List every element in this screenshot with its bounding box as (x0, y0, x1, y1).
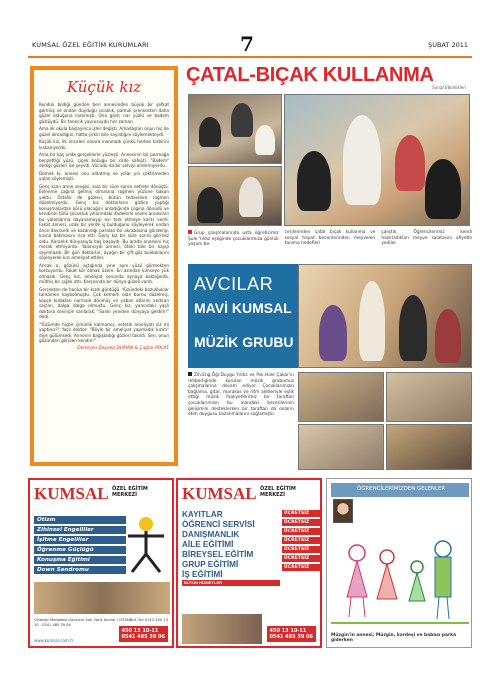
service-item: Zihinsel Engelliler (34, 526, 126, 534)
avcilar-paragraph: Zih.Eng.Öğr.Duygu Yıldız ve Psk.Hale Çakar'ın rehberliğinde kurulan müzik grubumuz çalışmalarına devam ediyor. Çocuklarımızın bağlama, gitar, marakas ve ritm aletleriyle eşlik ettiği müzik faaliyetlerimiz bir taraftan çocuklarımızın bu alandaki becerilerinin gelişimini desteklerken bir taraftan da onların etim duygusu kazanmalarını sağlamıştır. (188, 373, 294, 418)
service-item: Otizm (34, 516, 126, 524)
header-date: ŞUBAT 2011 (428, 41, 468, 49)
ad-address: Cihangir Mahallesi Güvercin Sok. No:4 Avcılar / İSTANBUL Tel: 0212 450 13 10 - 0541 485 39 06 (34, 618, 168, 627)
child-drawing (331, 527, 469, 631)
free-badge: ÜCRETSİZ (282, 546, 320, 553)
service-row: AİLE EĞİTİMİ (182, 540, 234, 549)
free-service-rows (182, 510, 280, 586)
photo-music-4 (386, 424, 472, 470)
service-row: KAYITLAR (182, 510, 223, 519)
photo-music-3 (298, 424, 384, 470)
ad-photo-strip (34, 582, 170, 614)
photo-children-table-2 (188, 166, 282, 226)
main-headline: ÇATAL-BIÇAK KULLANMA (186, 64, 434, 86)
service-row: BİREYSEL EĞİTİM (182, 550, 254, 559)
kumsal-ad-services (28, 478, 174, 648)
free-badge: ÜCRETSİZ (282, 528, 320, 535)
student-drawings-header: ÖĞRENCİLERİMİZDEN GELENLER (331, 483, 469, 497)
caption-col-3: çalıştık. Öğrencilerimiz kendi hazırladıkları meyve salatasını afiyetle yediler. (381, 230, 473, 247)
avcilar-title-box (188, 264, 298, 368)
article-paragraph: Gerçekten de harika bir kızdı gördüğü. Yüzündeki bozukluklar tamamen kaybolmuştu. Çok kemerli olan burnu düzelmiş, kepçe kulakları normale dönmüş ve yaban otlarını andıran saçları, dalga dalga olmuştu. Genç kız, yanındaki yaşlı doktora sevinçle sarılarak: "Sanki yeniden dünyaya geldim!" dedi. (39, 286, 169, 319)
header-publisher: KUMSAL ÖZEL EĞİTİM KURUMLARI (32, 41, 149, 49)
student-drawings-box (326, 478, 472, 648)
bullet-icon (188, 230, 192, 234)
newspaper-page (28, 28, 472, 658)
avcilar-line3: MÜZİK GRUBU (194, 334, 294, 350)
service-item: Öğrenme Güçlüğü (34, 546, 126, 554)
kumsal-ad-free-services (176, 478, 322, 648)
ad-phones: 450 13 10-11 0541 485 39 06 (119, 626, 169, 642)
free-badge: ÜCRETSİZ (282, 510, 320, 517)
article-title: Küçük kız (66, 78, 142, 96)
kumsal-logo: KUMSAL (182, 484, 257, 503)
avcilar-line1: AVCILAR (194, 274, 274, 294)
photo-music-2 (386, 372, 472, 422)
catal-bicak-caption (188, 230, 472, 260)
service-item: İşitme Engelliler (34, 536, 126, 544)
free-badge: ÜCRETSİZ (282, 537, 320, 544)
service-row: ÖĞRENCİ SERVİSİ (182, 520, 255, 529)
photo-music-group (298, 264, 472, 368)
service-row-bottom: BÜTÜN HİZMETLER (182, 580, 280, 586)
free-badge: ÜCRETSİZ (282, 555, 320, 562)
photo-children-table-1 (188, 94, 282, 164)
service-item: Down Sendromu (34, 566, 126, 574)
main-headline-sub: Sanat Etkinlikleri (432, 85, 466, 90)
bullet-icon (188, 372, 192, 376)
kumsal-logo-sub: ÖZEL EĞİTİM MERKEZİ (260, 486, 296, 498)
article-paragraph: Demek ki, annesi onu aldatmış ve yıllar yılı çektirmeden yalan söylemişti. (39, 170, 169, 181)
kumsal-logo: KUMSAL (34, 484, 109, 503)
article-paragraph: Ama ilk okula başlayınca işler değişti. Arkadaşları onun hiç de güzel olmadığını, hatta çirkin bile sayıldığını söylemekteydi. (39, 126, 169, 137)
kumsal-logo-sub: ÖZEL EĞİTİM MERKEZİ (112, 486, 148, 498)
article-paragraph: Kendini bildiği günden beri annesinden büyük bir şefkat görmüş ve ondan duyduğu sıcaklık, pamuk prensesten daha güzel olduğuna inanmıştı. Ona göre; nar yüzlü ve badem gözlüydü. Bir tanecik yavrusuydu her zaman. (39, 102, 169, 124)
article-paragraph: "Yüzümde hiçbir çirkinlik kalmamış, estetik ameliyatı siz mi yaptınız?" Yaşlı doktor: "Böyle bir ameliyat yapmadık kızım" diye gülümsedi. Annenin bağışladığı gözleri takıldı. Sen, onun gözünden görülen kendin!" (39, 321, 169, 343)
ad-photo (182, 614, 262, 644)
stick-figure-icon (124, 514, 168, 574)
page-number: 7 (240, 32, 254, 56)
article-paragraph: Ama bir kaç yılda gerçeklerle yüzleşti. Annesinin bir parmağa benzettiği yüzü, çiçek bozuğu bir cilde sahipti. "Badem" dediği gözleri ise şeyvdi. Vücudu da bir selviyi andırmıyordu. (39, 152, 169, 168)
caption-col-1: Grup çalışmalarında usta öğreticimiz Şule Yıldız eşliğinde çocuklarımıza günlük yaşam be- (188, 231, 279, 248)
free-badges (282, 510, 320, 573)
photo-teacher-with-children (284, 94, 470, 226)
caption-col-2: cerilerinden çatal bıçak kullanma ve sosyal hayat becerilerinden meyveleri tanıma hedefleri (284, 230, 376, 247)
avcilar-line2: MAVİ KUMSAL (194, 300, 292, 316)
article-paragraph: Genç kızın anne sevgisi, kısa bir süre sonra nefrete dönüştü. Evlenme çağına gelmiş olmasına rağmen yüzüne bakan yoktu. Üstelik de gözleri, bütün tedavilere rağmen düzelmiyordu. Genç kız doktorların gizlice yaptığı konuşmalardan körü olacağını anladığında çılgına dönüdü ve kendisini tüllü çocukluk yıllarındaki ifadelerle seven annesinin bu yalanlarına dayanamayıp evi terk etmeye karar verdi. Fakat annesi, uzak bir yerde iş bulduğunu söyleyerek ondan önce davrandı ve kazandığı paraları bir akrabasına gönderip, kızına bakmasını rica etti. Genç kız bir süre sonra görmez oldu. Karanlık dünyasıyla baş başaydı. Bu arada annesini hiç merak etmiyordu. Yalancıydı annesi, öteki bile bir kayıp sayılmazdı. Bir gün doktorlar, ayağın bir çift göz bulduklarını söyleyerek kızı ameliyat ettiler. (39, 183, 169, 260)
ad-phones: 450 13 10-11 0541 485 39 06 (267, 626, 317, 642)
service-row: DANIŞMANLIK (182, 530, 240, 539)
free-badge: ÜCRETSİZ (282, 564, 320, 571)
service-row: İŞ EĞİTİMİ (182, 570, 223, 579)
photo-music-1 (298, 372, 384, 422)
article-author: Derleyen Zeynep DUMAN & Çağlar POLAT (77, 345, 169, 351)
drawing-caption: Müzgin'in annesi, Müzgin, kardeşi ve babası parka giderken (331, 633, 457, 643)
service-item: Konuşma Eğitimi (34, 556, 126, 564)
ad-url[interactable]: www.kumsal.com.tr (34, 638, 74, 643)
article-paragraph: Ancak o, gözünü açtığında yine aynı yüzü görmekten korkuyordu. Fakat kör olmak üzere. En azından kimseye yük olmazdı. Genç kız, ameliyat sonunda aynaya baktığında, müthiş bir çığlık attı. Karşısında bir dünya güzeli vardı. (39, 262, 169, 284)
service-row: GRUP EĞİTİMİ (182, 560, 239, 569)
page-header (28, 32, 472, 58)
article-paragraph: Küçük kız, ilk önceleri onlara inanmadı çünkü herkes birbirini kıskanıyordu. (39, 139, 169, 150)
free-badge: ÜCRETSİZ (282, 519, 320, 526)
service-list (34, 516, 126, 576)
student-photo (333, 499, 353, 523)
avcilar-text (188, 372, 294, 470)
kucuk-kiz-article (30, 66, 178, 466)
